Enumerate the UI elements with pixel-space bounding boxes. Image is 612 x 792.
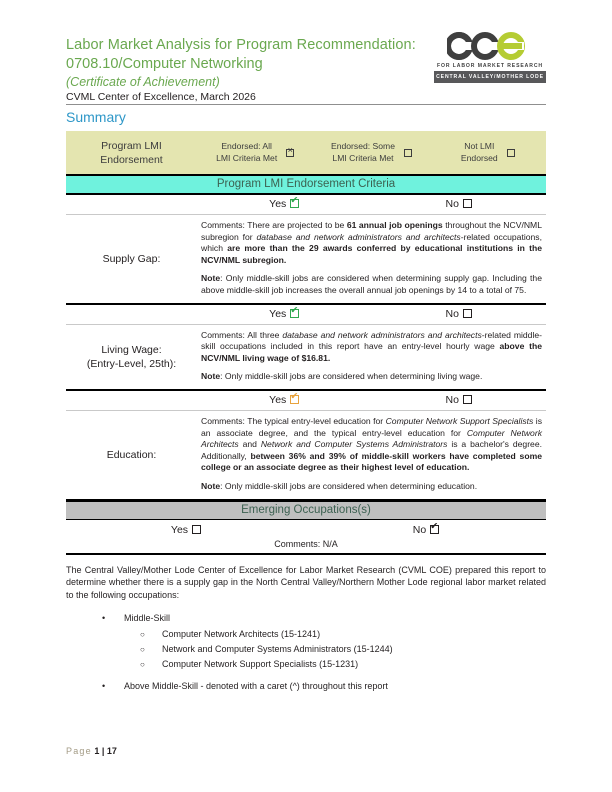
list-item bbox=[66, 642, 546, 657]
education-yes-label: Yes bbox=[269, 393, 287, 406]
emerging-yesno-row bbox=[66, 520, 546, 536]
occupation-list bbox=[66, 610, 546, 695]
list-item bbox=[66, 627, 546, 642]
living-wage-yes-option[interactable] bbox=[197, 308, 372, 320]
bullet-above-middle-skill-label: Above Middle-Skill - denoted with a caret (^) throughout this report bbox=[124, 681, 388, 692]
living-wage-name-line-1: Living Wage: bbox=[101, 343, 162, 356]
endorsement-option-not-endorsed[interactable] bbox=[430, 141, 546, 164]
report-title-line-2: 0708.10/Computer Networking bbox=[66, 56, 263, 72]
emerging-no-label: No bbox=[412, 523, 427, 536]
endorsement-label-line-1: Program LMI bbox=[101, 139, 162, 152]
bullet-dot-icon: • bbox=[102, 613, 106, 624]
living-wage-yesno-spacer bbox=[66, 308, 197, 320]
education-body bbox=[66, 411, 546, 499]
living-wage-comments: Comments: All three database and network administrators and architects-related middle-skill occupations included in this report have an entry-level hourly wage above the NCV/NML living wage of $16.81. bbox=[201, 329, 543, 363]
criterion-supply-gap bbox=[66, 195, 546, 305]
criterion-education bbox=[66, 391, 546, 501]
circle-bullet-icon: ○ bbox=[140, 645, 145, 655]
emerging-yes-checkbox[interactable] bbox=[192, 525, 201, 534]
education-no-option[interactable] bbox=[372, 394, 547, 406]
living-wage-name bbox=[66, 343, 197, 371]
supply-gap-yes-label: Yes bbox=[269, 198, 287, 210]
circle-bullet-icon: ○ bbox=[140, 660, 145, 670]
living-wage-yes-checkbox[interactable] bbox=[290, 309, 299, 318]
bullet-middle-skill-label: Middle-Skill bbox=[124, 613, 171, 624]
report-title-line-1: Labor Market Analysis for Program Recommendation: bbox=[66, 37, 416, 53]
endorsement-option-not-label bbox=[461, 141, 498, 164]
endorsement-option-all-line-2: LMI Criteria Met bbox=[216, 152, 278, 163]
supply-gap-yes-option[interactable] bbox=[197, 198, 372, 210]
living-wage-yes-label: Yes bbox=[269, 307, 287, 320]
report-subtitle: CVML Center of Excellence, March 2026 bbox=[66, 91, 256, 103]
emerging-occupations-header: Emerging Occupations(s) bbox=[66, 501, 546, 520]
supply-gap-note: Note: Only middle-skill jobs are considered when determining supply gap. Including the above middle-skill job increases the overall annual job openings by 14 to a total of 75. bbox=[201, 273, 542, 295]
emerging-no-checkbox[interactable] bbox=[430, 525, 439, 534]
living-wage-name-line-2: (Entry-Level, 25th): bbox=[86, 357, 177, 370]
summary-heading: Summary bbox=[66, 109, 126, 125]
endorsement-option-all-label bbox=[216, 141, 277, 164]
criteria-section-header: Program LMI Endorsement Criteria bbox=[66, 176, 546, 195]
endorsement-checkbox-some[interactable] bbox=[404, 149, 412, 157]
footer-page-total: 17 bbox=[106, 746, 117, 756]
supply-gap-text bbox=[197, 215, 546, 303]
endorsement-checkbox-all[interactable] bbox=[286, 149, 294, 157]
supply-gap-yesno-spacer bbox=[66, 198, 197, 210]
endorsement-option-some-criteria[interactable] bbox=[313, 141, 429, 164]
bullet-dot-icon: • bbox=[102, 681, 106, 692]
living-wage-no-checkbox[interactable] bbox=[463, 309, 472, 318]
endorsement-option-not-line-2: Endorsed bbox=[460, 152, 498, 163]
endorsement-label-line-2: Endorsement bbox=[100, 153, 163, 166]
bullet-middle-skill bbox=[66, 610, 546, 627]
intro-paragraph: The Central Valley/Mother Lode Center of Excellence for Labor Market Research (CVML COE) prepared this report to determine whether there is a supply gap in the North Central Valley/Northern Mother Lode regional labor market related to the following occupations: bbox=[66, 564, 546, 600]
footer-separator: | bbox=[101, 746, 105, 756]
supply-gap-body bbox=[66, 215, 546, 303]
supply-gap-no-option[interactable] bbox=[372, 198, 547, 210]
endorsement-label bbox=[66, 139, 197, 167]
title-block bbox=[66, 30, 416, 105]
program-lmi-endorsement-row bbox=[66, 131, 546, 176]
supply-gap-yesno-row bbox=[66, 195, 546, 215]
education-no-checkbox[interactable] bbox=[463, 395, 472, 404]
education-comments: Comments: The typical entry-level education for Computer Network Support Specialists is an associate degree, and the typical entry-level education for Computer Network Architects and Network and Computer Systems Administrators is a bachelor's degree. Additionally, between 36% and 39% of middle-skill workers have completed some college or an associate degree as their highest level of education. bbox=[201, 415, 543, 473]
sub-bullet-label: Network and Computer Systems Administrators (15-1244) bbox=[162, 644, 393, 655]
living-wage-no-option[interactable] bbox=[372, 308, 547, 320]
education-no-label: No bbox=[445, 393, 459, 406]
supply-gap-comments: Comments: There are projected to be 61 annual job openings throughout the NCV/NML subregion for database and network administrators and architects-related occupations, which are more than the 29 awards conferred by educational institutions in the NCV/NML subregion. bbox=[201, 220, 543, 265]
living-wage-yesno-row bbox=[66, 305, 546, 325]
endorsement-option-all-criteria[interactable] bbox=[197, 141, 313, 164]
bullet-above-middle-skill bbox=[66, 678, 546, 695]
supply-gap-no-checkbox[interactable] bbox=[463, 199, 472, 208]
page-number-text bbox=[66, 746, 546, 756]
emerging-yes-option[interactable] bbox=[66, 524, 306, 536]
education-name: Education: bbox=[106, 448, 157, 461]
supply-gap-no-label: No bbox=[445, 198, 459, 210]
living-wage-body bbox=[66, 325, 546, 389]
education-yes-checkbox[interactable] bbox=[290, 395, 299, 404]
living-wage-text bbox=[197, 325, 546, 389]
education-text bbox=[197, 411, 546, 499]
education-yesno-spacer bbox=[66, 394, 197, 406]
emerging-comments: Comments: N/A bbox=[66, 536, 546, 555]
criterion-living-wage bbox=[66, 305, 546, 391]
education-note: Note: Only middle-skill jobs are considered when determining education. bbox=[201, 480, 478, 491]
endorsement-option-some-label bbox=[331, 141, 395, 164]
endorsement-option-not-line-1: Not LMI bbox=[464, 141, 495, 151]
list-item bbox=[66, 657, 546, 672]
emerging-yes-label: Yes bbox=[170, 523, 189, 536]
sub-bullet-label: Computer Network Architects (15-1241) bbox=[162, 629, 321, 640]
footer-page-word: Page bbox=[66, 746, 92, 756]
sub-bullet-label: Computer Network Support Specialists (15-1231) bbox=[162, 659, 359, 670]
education-yes-option[interactable] bbox=[197, 394, 372, 406]
page-footer bbox=[66, 746, 546, 756]
education-yesno-row bbox=[66, 391, 546, 411]
report-title-line-3: (Certificate of Achievement) bbox=[66, 75, 220, 89]
logo-tagline-top: FOR LABOR MARKET RESEARCH bbox=[437, 63, 543, 69]
endorsement-option-some-line-2: LMI Criteria Met bbox=[332, 152, 394, 163]
coe-logo-mark bbox=[447, 32, 533, 60]
living-wage-note: Note: Only middle-skill jobs are considered when determining living wage. bbox=[201, 371, 483, 382]
coe-logo bbox=[434, 32, 546, 83]
document-header bbox=[66, 30, 546, 102]
supply-gap-name: Supply Gap: bbox=[102, 252, 161, 265]
circle-bullet-icon: ○ bbox=[140, 630, 145, 640]
supply-gap-yes-checkbox[interactable] bbox=[290, 199, 299, 208]
endorsement-option-all-line-1: Endorsed: All bbox=[221, 141, 272, 151]
logo-tagline-bottom: CENTRAL VALLEY/MOTHER LODE bbox=[434, 71, 546, 83]
living-wage-no-label: No bbox=[445, 307, 459, 320]
footer-page-number: 1 bbox=[94, 746, 100, 756]
endorsement-option-some-line-1: Endorsed: Some bbox=[330, 141, 395, 151]
endorsement-checkbox-not[interactable] bbox=[507, 149, 515, 157]
emerging-no-option[interactable] bbox=[306, 524, 546, 536]
